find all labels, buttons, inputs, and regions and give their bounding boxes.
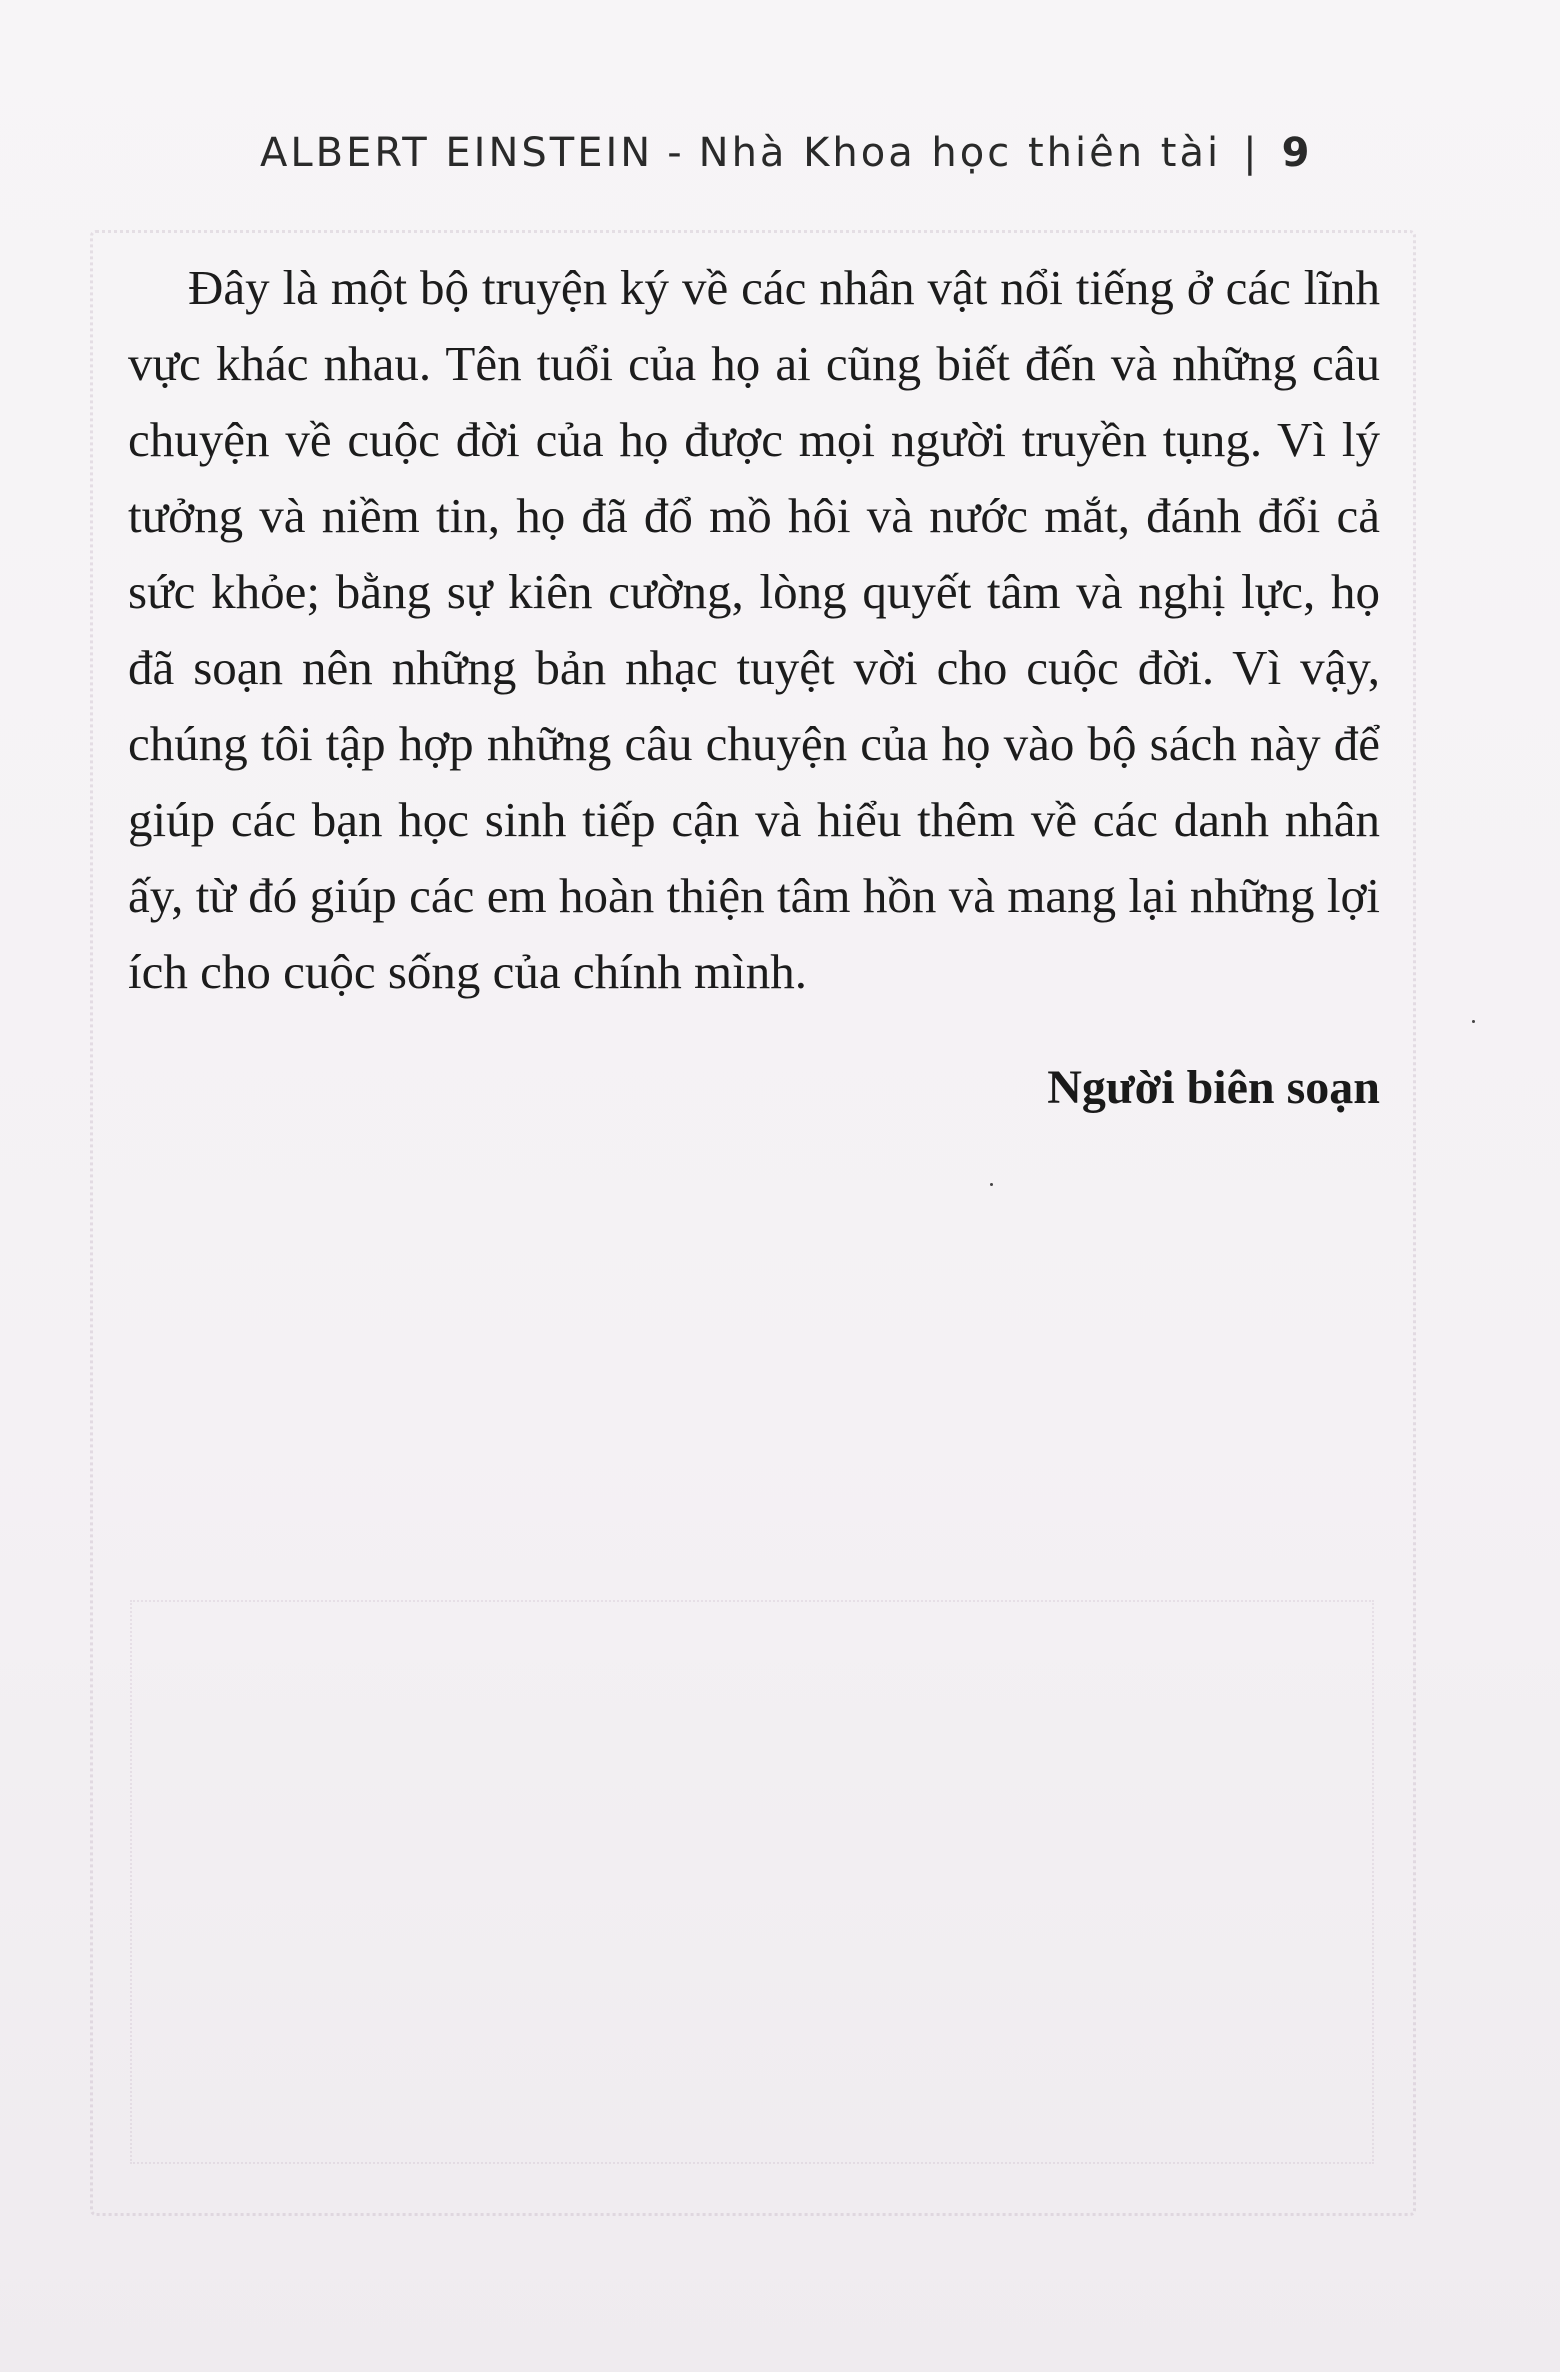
header-divider: | xyxy=(1243,130,1260,176)
signature-author: Người biên soạn xyxy=(1047,1061,1380,1114)
ink-speck xyxy=(990,1183,993,1186)
show-through-box xyxy=(130,1600,1374,2164)
running-header xyxy=(260,130,1380,176)
header-book-title: ALBERT EINSTEIN xyxy=(260,130,654,176)
body-paragraph: Đây là một bộ truyện ký về các nhân vật nổi tiếng ở các lĩnh vực khác nhau. Tên tuổi của họ ai cũng biết đến và những câu chuyện về cuộc đời của họ được mọi người truyền tụng. Vì lý tưởng và niềm tin, họ đã đổ mồ hôi và nước mắt, đánh đổi cả sức khỏe; bằng sự kiên cường, lòng quyết tâm và nghị lực, họ đã soạn nên những bản nhạc tuyệt vời cho cuộc đời. Vì vậy, chúng tôi tập hợp những câu chuyện của họ vào bộ sách này để giúp các bạn học sinh tiếp cận và hiểu thêm về các danh nhân ấy, từ đó giúp các em hoàn thiện tâm hồn và mang lại những lợi ích cho cuộc sống của chính mình. xyxy=(128,260,1380,999)
body-text xyxy=(128,250,1380,1010)
page-number: 9 xyxy=(1281,130,1313,176)
header-separator: - xyxy=(667,130,685,176)
header-subtitle: Nhà Khoa học thiên tài xyxy=(698,130,1222,176)
ink-speck xyxy=(1472,1020,1475,1023)
